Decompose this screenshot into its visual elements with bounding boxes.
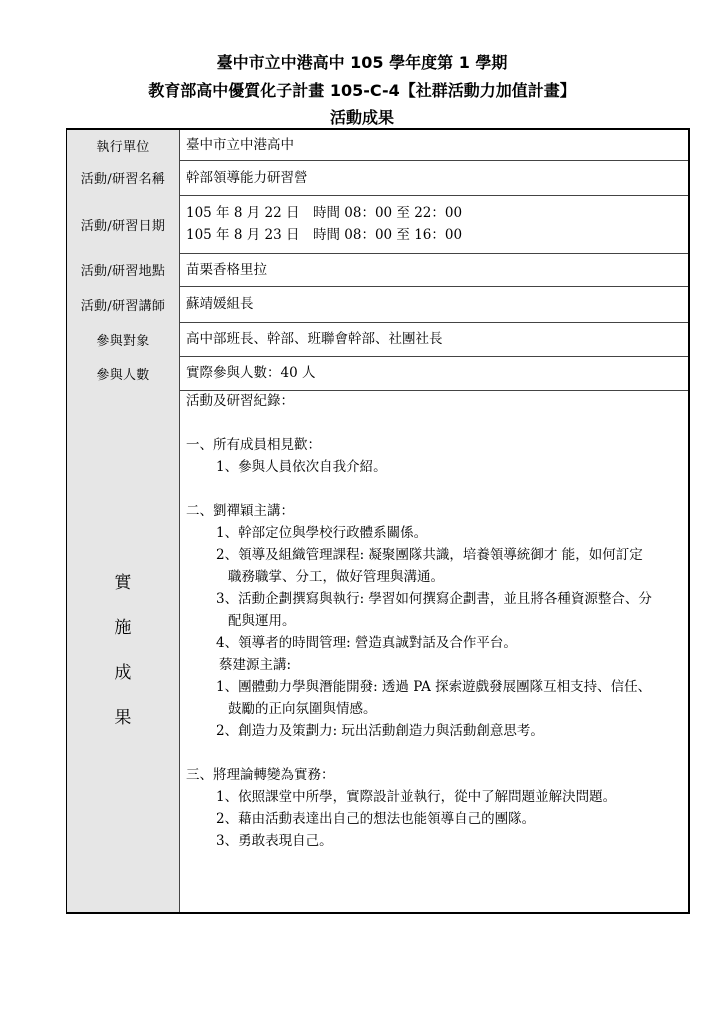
value-executing-unit: 臺中市立中港高中 xyxy=(186,137,294,153)
results-intro: 活動及研習紀錄： xyxy=(186,393,294,409)
label-char: 實 xyxy=(114,573,132,593)
section-2b-title: 蔡建源主講: xyxy=(219,657,292,673)
section-2-title: 二、劉禪穎主講： xyxy=(186,503,294,519)
list-item: 1、參與人員依次自我介紹。 xyxy=(216,459,387,475)
document-title-school: 臺中市立中港高中 105 學年度第 1 學期 xyxy=(216,53,508,72)
row-activity-lecturer xyxy=(67,286,688,323)
list-item: 4、領導者的時間管理: 營造真誠對話及合作平台。 xyxy=(216,635,517,651)
label-char: 果 xyxy=(114,708,132,728)
list-item: 2、藉由活動表達出自己的想法也能領導自己的團隊。 xyxy=(216,811,536,827)
list-item: 2、領導及組織管理課程: 凝聚團隊共識，培養領導統御才 能，如何訂定 xyxy=(216,547,643,563)
row-implementation-results xyxy=(67,390,688,912)
label-char: 成 xyxy=(114,663,132,683)
section-3-title: 三、將理論轉變為實務： xyxy=(186,767,335,783)
row-activity-date xyxy=(67,195,688,254)
date-line-1: 105 年 8 月 22 日 時間 08：00 至 22：00 xyxy=(186,205,463,221)
list-item: 1、團體動力學與潛能開發: 透過 PA 探索遊戲發展團隊互相支持、信任、 xyxy=(216,679,652,695)
value-activity-lecturer: 蘇靖媛組長 xyxy=(186,296,254,312)
document-title-results: 活動成果 xyxy=(329,108,394,127)
list-item: 2、創造力及策劃力: 玩出活動創造力與活動創意思考。 xyxy=(216,723,544,739)
list-item-continuation: 配與運用。 xyxy=(228,613,296,629)
label-participant-count: 參與人數 xyxy=(67,356,180,390)
label-executing-unit: 執行單位 xyxy=(67,130,180,160)
row-executing-unit xyxy=(67,130,688,161)
row-activity-name xyxy=(67,160,688,196)
label-activity-name: 活動/研習名稱 xyxy=(67,160,180,195)
value-activity-location: 苗栗香格里拉 xyxy=(186,261,267,278)
list-item: 1、依照課堂中所學，實際設計並執行，從中了解問題並解決問題。 xyxy=(216,789,617,805)
row-activity-location xyxy=(67,253,688,287)
results-content xyxy=(186,390,682,852)
row-participant-count xyxy=(67,356,688,391)
list-item-continuation: 鼓勵的正向氛圍與情感。 xyxy=(228,701,377,717)
row-participants xyxy=(67,322,688,357)
document-title-project: 教育部高中優質化子計畫 105-C-4【社群活動力加值計畫】 xyxy=(148,81,576,100)
date-line-2: 105 年 8 月 23 日 時間 08：00 至 16：00 xyxy=(186,227,463,243)
list-item: 3、活動企劃撰寫與執行: 學習如何撰寫企劃書，並且將各種資源整合、分 xyxy=(216,591,652,607)
list-item-continuation: 職務職掌、分工，做好管理與溝通。 xyxy=(228,569,444,585)
label-activity-lecturer: 活動/研習講師 xyxy=(67,286,180,322)
label-activity-date: 活動/研習日期 xyxy=(67,195,180,253)
activity-results-form xyxy=(66,128,690,914)
value-participants: 高中部班長、幹部、班聯會幹部、社團社長 xyxy=(186,331,443,347)
label-char: 施 xyxy=(114,618,132,638)
list-item: 3、勇敢表現自己。 xyxy=(216,833,333,849)
section-1-title: 一、所有成員相見歡： xyxy=(186,437,321,453)
value-participant-count: 實際參與人數：40 人 xyxy=(186,365,316,381)
label-participants: 參與對象 xyxy=(67,322,180,356)
label-activity-location: 活動/研習地點 xyxy=(67,253,180,286)
label-implementation-results xyxy=(67,390,180,912)
value-activity-date xyxy=(186,195,682,253)
value-activity-name: 幹部領導能力研習營 xyxy=(186,169,308,186)
list-item: 1、幹部定位與學校行政體系關係。 xyxy=(216,525,428,541)
